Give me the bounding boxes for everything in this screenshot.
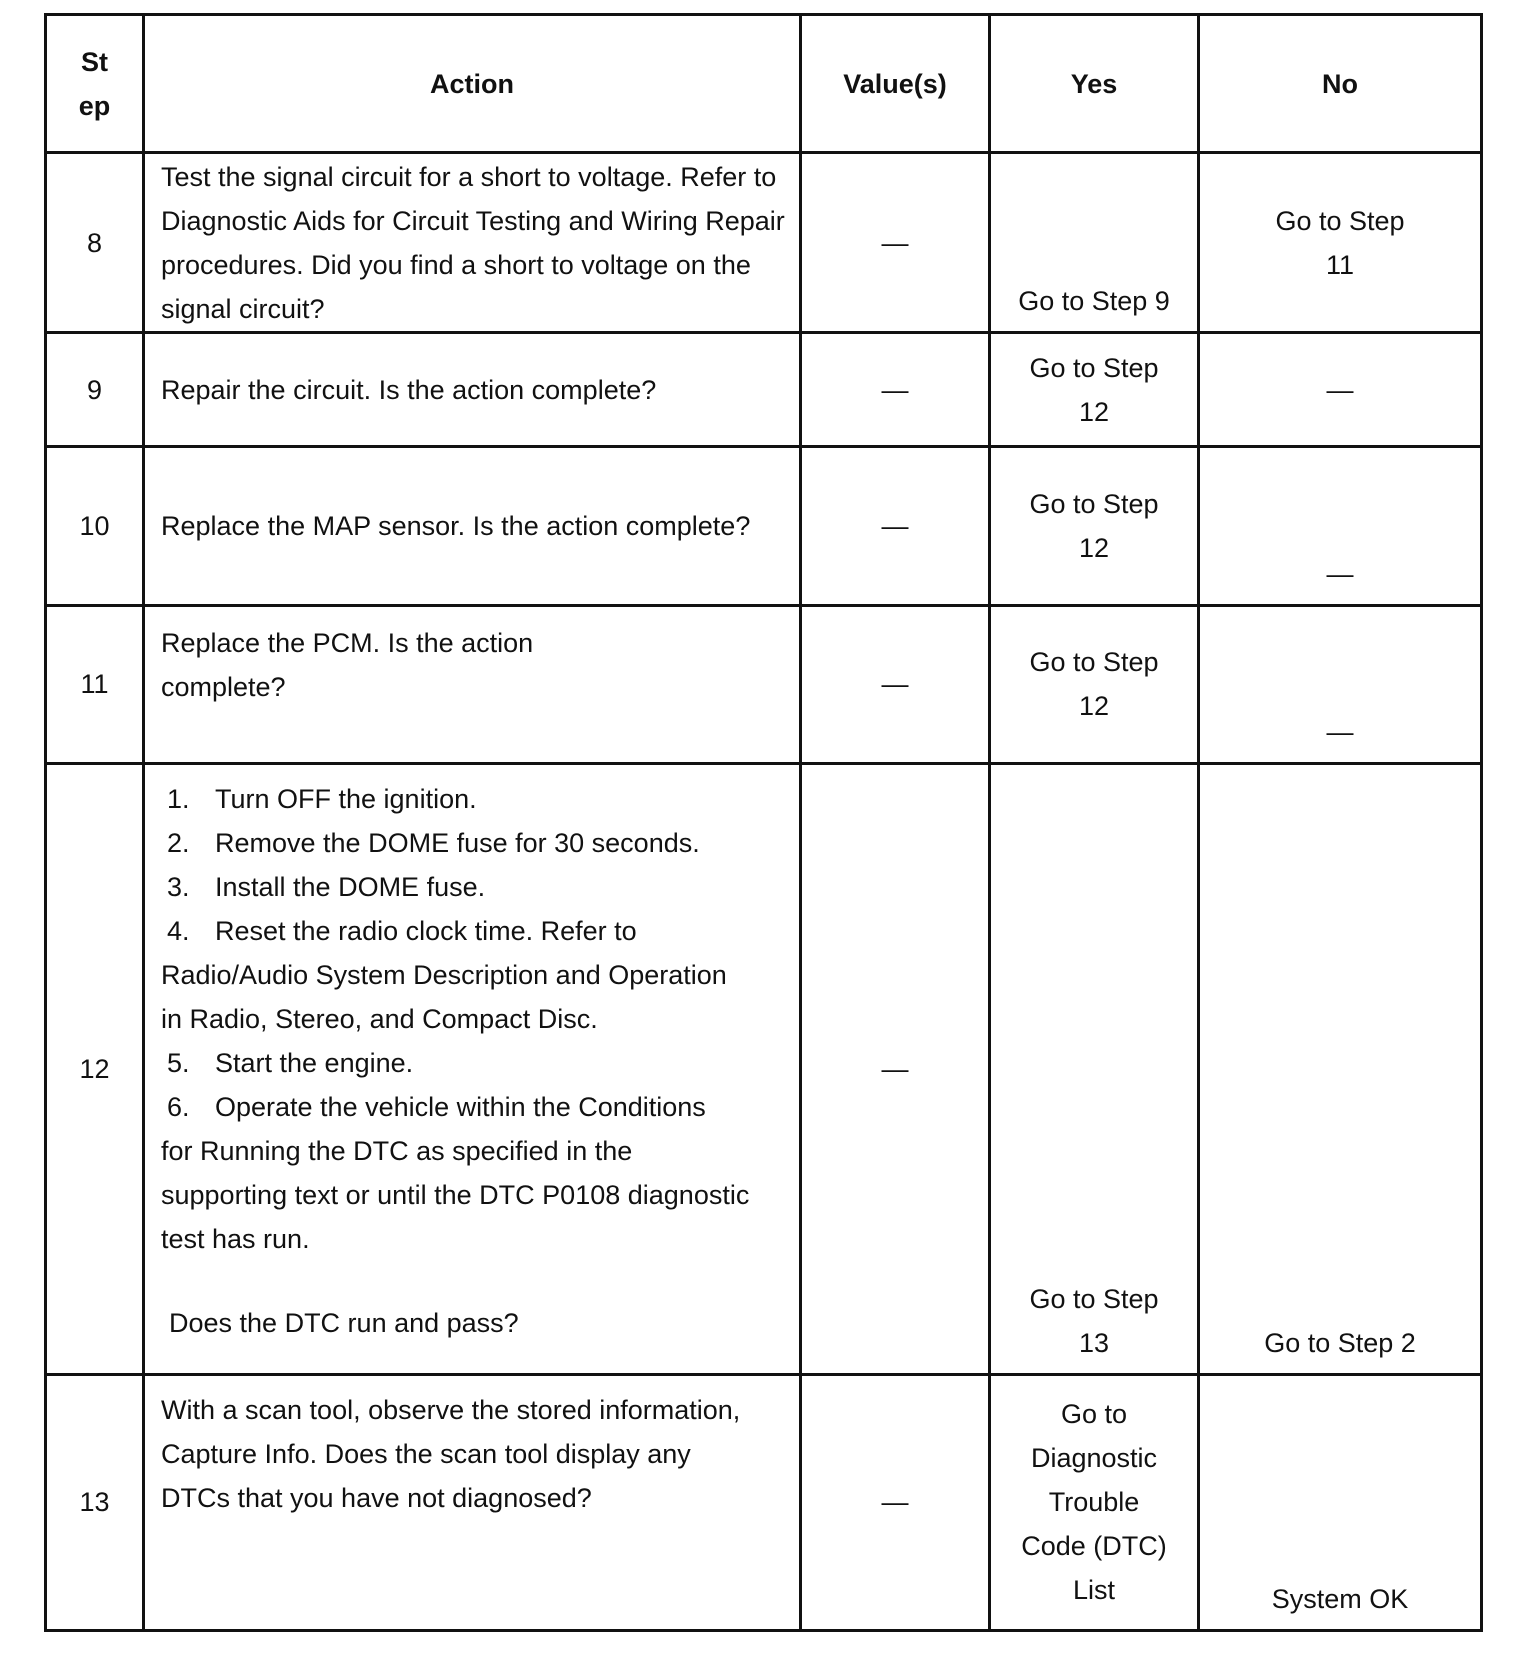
- list-item: [161, 909, 787, 953]
- action-line: procedures. Did you find a short to voltage on the: [161, 249, 751, 280]
- yes-line: 12: [1078, 396, 1110, 427]
- list-text: Install the DOME fuse.: [215, 871, 486, 902]
- yes-line: 12: [1078, 691, 1110, 722]
- no-cell: [1199, 153, 1482, 333]
- value-cell: —: [801, 605, 990, 763]
- header-step: [46, 15, 144, 153]
- header-step-line: St: [81, 46, 108, 77]
- table-row: [46, 1374, 1482, 1630]
- yes-line: 13: [1078, 1327, 1110, 1358]
- list-text: Turn OFF the ignition.: [215, 783, 477, 814]
- action-line: Test the signal circuit for a short to voltage. Refer to: [161, 161, 777, 192]
- header-yes: Yes: [990, 15, 1199, 153]
- no-line: —: [1326, 374, 1354, 405]
- yes-line: Go to Step: [1029, 352, 1159, 383]
- yes-line: Diagnostic: [1030, 1443, 1158, 1474]
- list-item: [161, 1085, 787, 1129]
- yes-cell: [990, 153, 1199, 333]
- yes-line: Go to Step: [1029, 1283, 1159, 1314]
- table-row: [46, 153, 1482, 333]
- value-cell: —: [801, 447, 990, 605]
- action-line: signal circuit?: [161, 293, 325, 324]
- list-number: 1.: [167, 783, 190, 814]
- action-line: test has run.: [161, 1223, 310, 1254]
- value-cell: —: [801, 1374, 990, 1630]
- list-item: [161, 865, 787, 909]
- list-text: Start the engine.: [215, 1047, 414, 1078]
- table-row: [46, 763, 1482, 1374]
- yes-line: Code (DTC): [1021, 1531, 1167, 1562]
- action-cell: [144, 605, 801, 763]
- yes-cell: [990, 763, 1199, 1374]
- list-text: Operate the vehicle within the Conditions: [215, 1091, 706, 1122]
- step-number: 13: [46, 1374, 144, 1630]
- yes-cell: [990, 447, 1199, 605]
- yes-line: Go to Step: [1029, 489, 1159, 520]
- action-line: Replace the PCM. Is the action: [161, 627, 534, 658]
- no-line: System OK: [1271, 1584, 1409, 1614]
- list-text: Remove the DOME fuse for 30 seconds.: [215, 827, 700, 858]
- action-line: for Running the DTC as specified in the: [161, 1135, 633, 1166]
- action-line: Radio/Audio System Description and Operation: [161, 959, 727, 990]
- action-cell: [144, 153, 801, 333]
- list-item: [161, 821, 787, 865]
- value-cell: —: [801, 763, 990, 1374]
- action-cell: [144, 1374, 801, 1630]
- action-question: Does the DTC run and pass?: [169, 1307, 519, 1338]
- step-number: 8: [46, 153, 144, 333]
- list-number: 4.: [167, 915, 190, 946]
- yes-cell: [990, 333, 1199, 447]
- list-number: 3.: [167, 871, 190, 902]
- step-number: 12: [46, 763, 144, 1374]
- step-number: 11: [46, 605, 144, 763]
- action-line: Diagnostic Aids for Circuit Testing and Wiring Repair: [161, 205, 785, 236]
- table-row: [46, 447, 1482, 605]
- step-number: 10: [46, 447, 144, 605]
- no-cell: [1199, 447, 1482, 605]
- list-text: Reset the radio clock time. Refer to: [215, 915, 637, 946]
- no-cell: [1199, 605, 1482, 763]
- no-line: —: [1326, 558, 1354, 589]
- step-number: 9: [46, 333, 144, 447]
- header-step-line: ep: [78, 90, 111, 121]
- no-cell: [1199, 333, 1482, 447]
- action-line: Replace the MAP sensor. Is the action complete?: [161, 511, 751, 542]
- action-line: in Radio, Stereo, and Compact Disc.: [161, 1003, 598, 1034]
- yes-line: List: [1072, 1575, 1116, 1606]
- no-cell: [1199, 1374, 1482, 1630]
- list-number: 2.: [167, 827, 190, 858]
- yes-line: 12: [1078, 533, 1110, 564]
- no-line: Go to Step: [1275, 205, 1405, 236]
- yes-line: Go to Step: [1029, 647, 1159, 678]
- spacer: [161, 1261, 787, 1301]
- list-item: [161, 777, 787, 821]
- header-values: Value(s): [801, 15, 990, 153]
- action-line: Capture Info. Does the scan tool display any: [161, 1438, 691, 1469]
- value-cell: —: [801, 153, 990, 333]
- header-no: No: [1199, 15, 1482, 153]
- action-line: Repair the circuit. Is the action complete?: [161, 374, 657, 405]
- action-cell: [144, 333, 801, 447]
- yes-cell: [990, 605, 1199, 763]
- value-cell: —: [801, 333, 990, 447]
- action-line: complete?: [161, 671, 286, 702]
- action-line: DTCs that you have not diagnosed?: [161, 1482, 592, 1513]
- yes-cell: [990, 1374, 1199, 1630]
- action-cell: [144, 447, 801, 605]
- list-number: 5.: [167, 1047, 190, 1078]
- yes-line: Go to Step 9: [1018, 286, 1170, 317]
- action-cell: [144, 763, 801, 1374]
- list-number: 6.: [167, 1091, 190, 1122]
- no-line: —: [1326, 716, 1354, 747]
- action-line: supporting text or until the DTC P0108 diagnostic: [161, 1179, 750, 1210]
- list-item: [161, 1041, 787, 1085]
- no-line: 11: [1325, 249, 1355, 280]
- header-row: [46, 15, 1482, 153]
- no-line: Go to Step 2: [1264, 1327, 1416, 1358]
- yes-line: Trouble: [1048, 1487, 1140, 1518]
- table-row: [46, 605, 1482, 763]
- yes-line: Go to: [1060, 1399, 1128, 1430]
- action-line: With a scan tool, observe the stored information,: [161, 1394, 741, 1425]
- table-row: [46, 333, 1482, 447]
- no-cell: [1199, 763, 1482, 1374]
- diagnostic-table: [44, 13, 1483, 1632]
- header-action: Action: [144, 15, 801, 153]
